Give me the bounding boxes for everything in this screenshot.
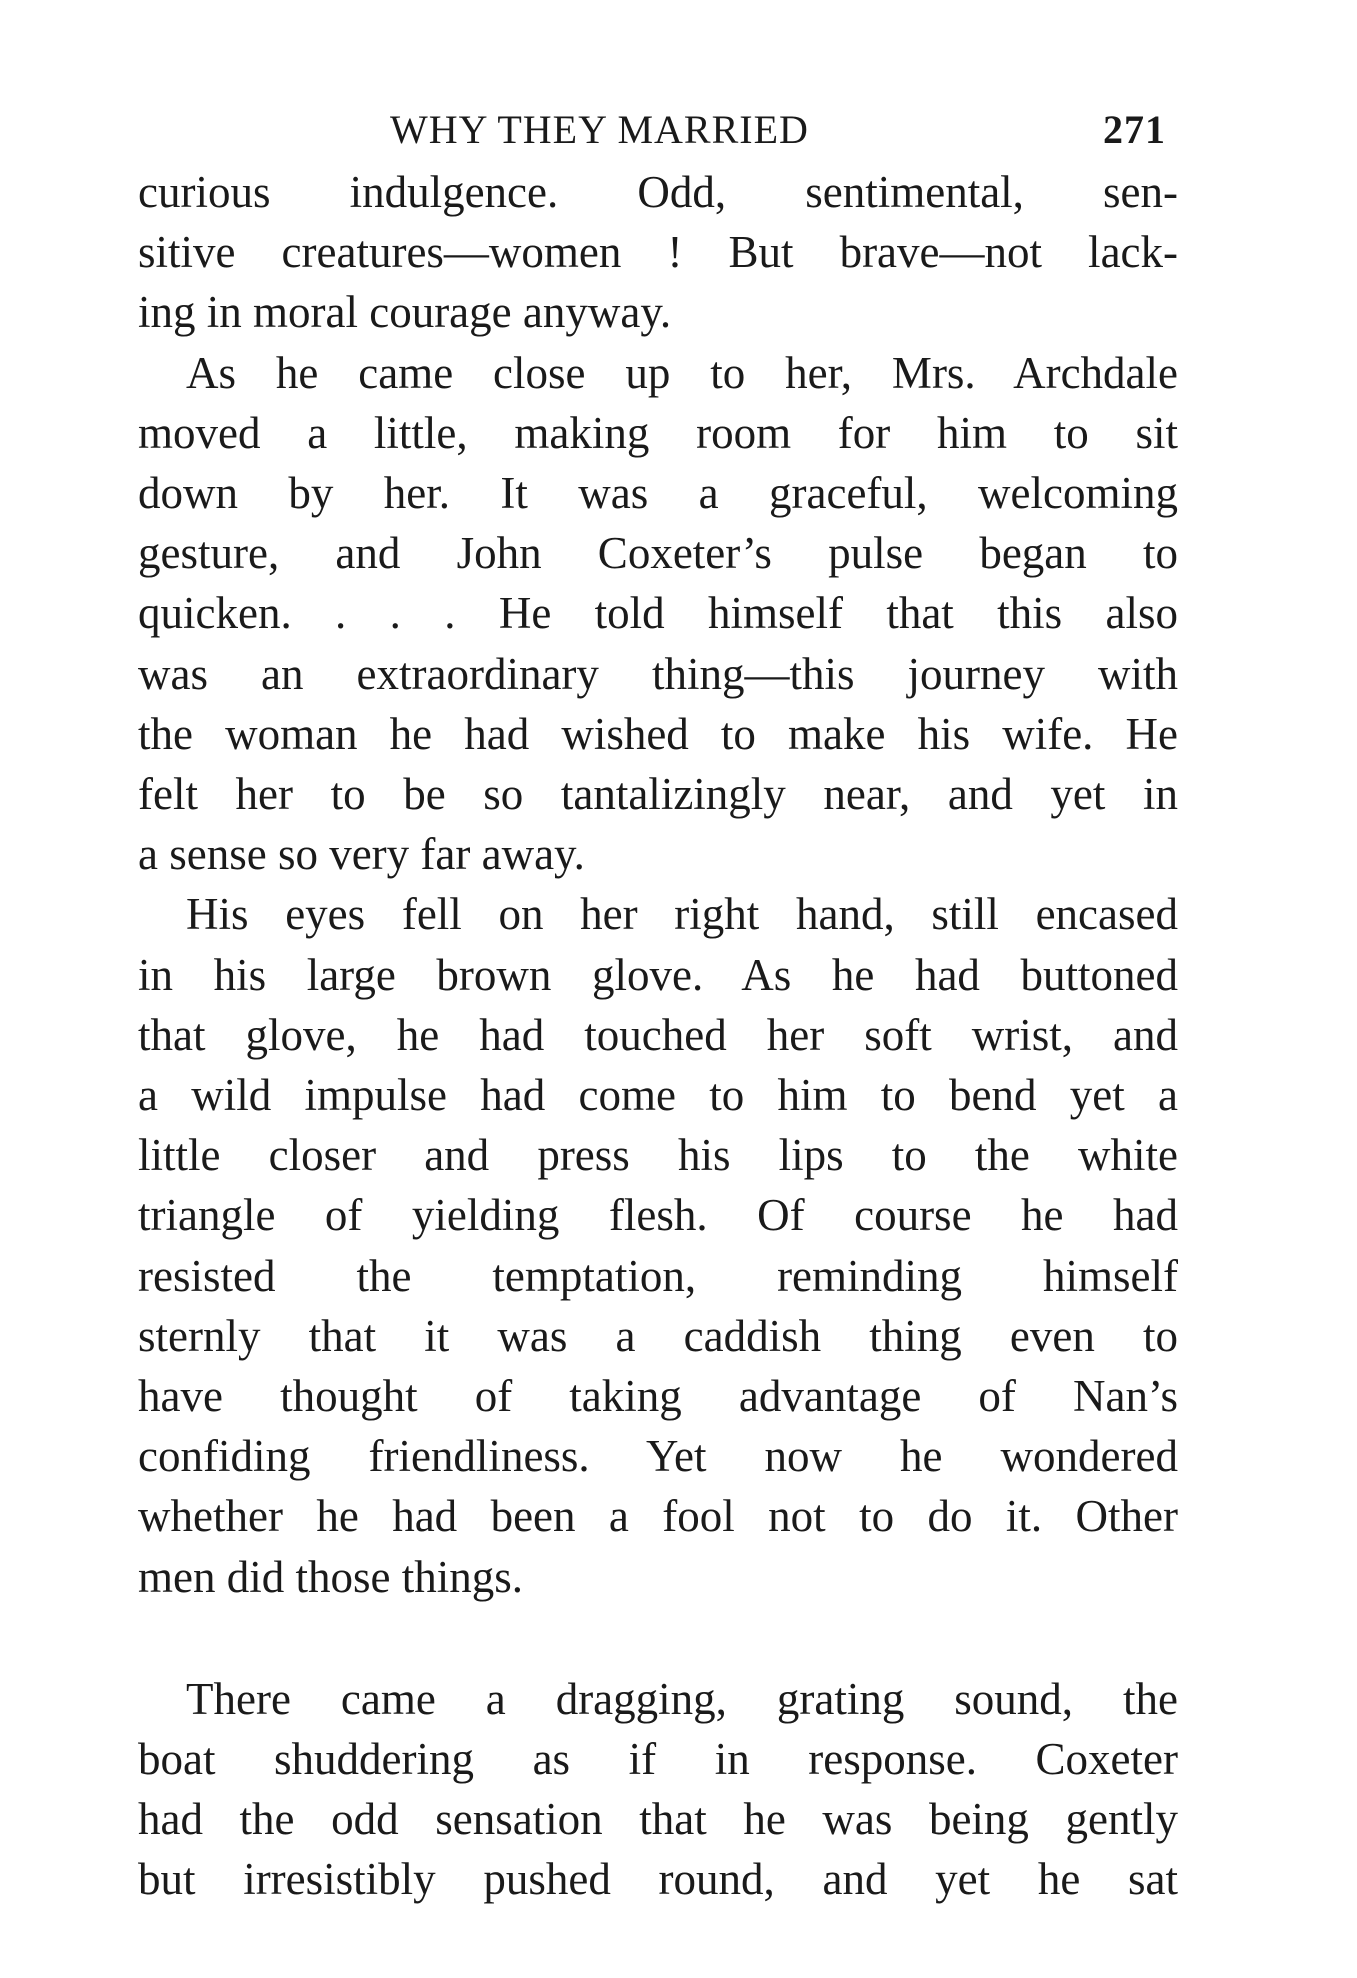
page-number: 271 [1103, 107, 1166, 152]
paragraph [138, 343, 1178, 885]
text-line: resisted the temptation, reminding himself [138, 1250, 1178, 1301]
running-head [138, 100, 1178, 162]
text-line: quicken. . . . He told himself that this also [138, 588, 1178, 639]
text-line: There came a dragging, grating sound, the [186, 1673, 1178, 1724]
text-line: sternly that it was a caddish thing even to [138, 1310, 1178, 1361]
text-line: boat shuddering as if in response. Coxeter [138, 1734, 1178, 1785]
text-line: had the odd sensation that he was being gently [138, 1794, 1178, 1845]
text-line: that glove, he had touched her soft wrist, and [138, 1009, 1178, 1060]
text-line: sitive creatures—women ! But brave—not lack- [138, 227, 1178, 278]
text-line: have thought of taking advantage of Nan’s [138, 1371, 1178, 1422]
text-line: the woman he had wished to make his wife. He [138, 708, 1178, 759]
paragraph [138, 1669, 1178, 1910]
text-line: His eyes fell on her right hand, still encased [186, 889, 1178, 940]
text-line: confiding friendliness. Yet now he wondered [138, 1431, 1178, 1482]
text-line: As he came close up to her, Mrs. Archdale [186, 347, 1178, 398]
text-line: little closer and press his lips to the white [138, 1130, 1178, 1181]
section-break [138, 1607, 1178, 1669]
running-title: WHY THEY MARRIED [390, 107, 809, 152]
text-line: a sense so very far away. [138, 829, 585, 880]
body-text [138, 162, 1178, 1910]
text-line: whether he had been a fool not to do it. Other [138, 1491, 1178, 1542]
text-line: gesture, and John Coxeter’s pulse began to [138, 528, 1178, 579]
book-page [138, 100, 1178, 1910]
text-line: ing in moral courage anyway. [138, 287, 672, 338]
text-line: but irresistibly pushed round, and yet he sat [138, 1854, 1178, 1905]
text-line: was an extraordinary thing—this journey with [138, 648, 1178, 699]
text-line: moved a little, making room for him to sit [138, 407, 1178, 458]
text-line: down by her. It was a graceful, welcoming [138, 468, 1178, 519]
paragraph [138, 162, 1178, 343]
text-line: curious indulgence. Odd, sentimental, sen- [138, 167, 1178, 217]
text-line: in his large brown glove. As he had buttoned [138, 949, 1178, 1000]
text-line: men did those things. [138, 1551, 523, 1602]
text-line: felt her to be so tantalizingly near, and yet in [138, 769, 1178, 820]
paragraph [138, 884, 1178, 1606]
text-line: triangle of yielding flesh. Of course he had [138, 1190, 1178, 1241]
text-line: a wild impulse had come to him to bend yet a [138, 1070, 1178, 1121]
